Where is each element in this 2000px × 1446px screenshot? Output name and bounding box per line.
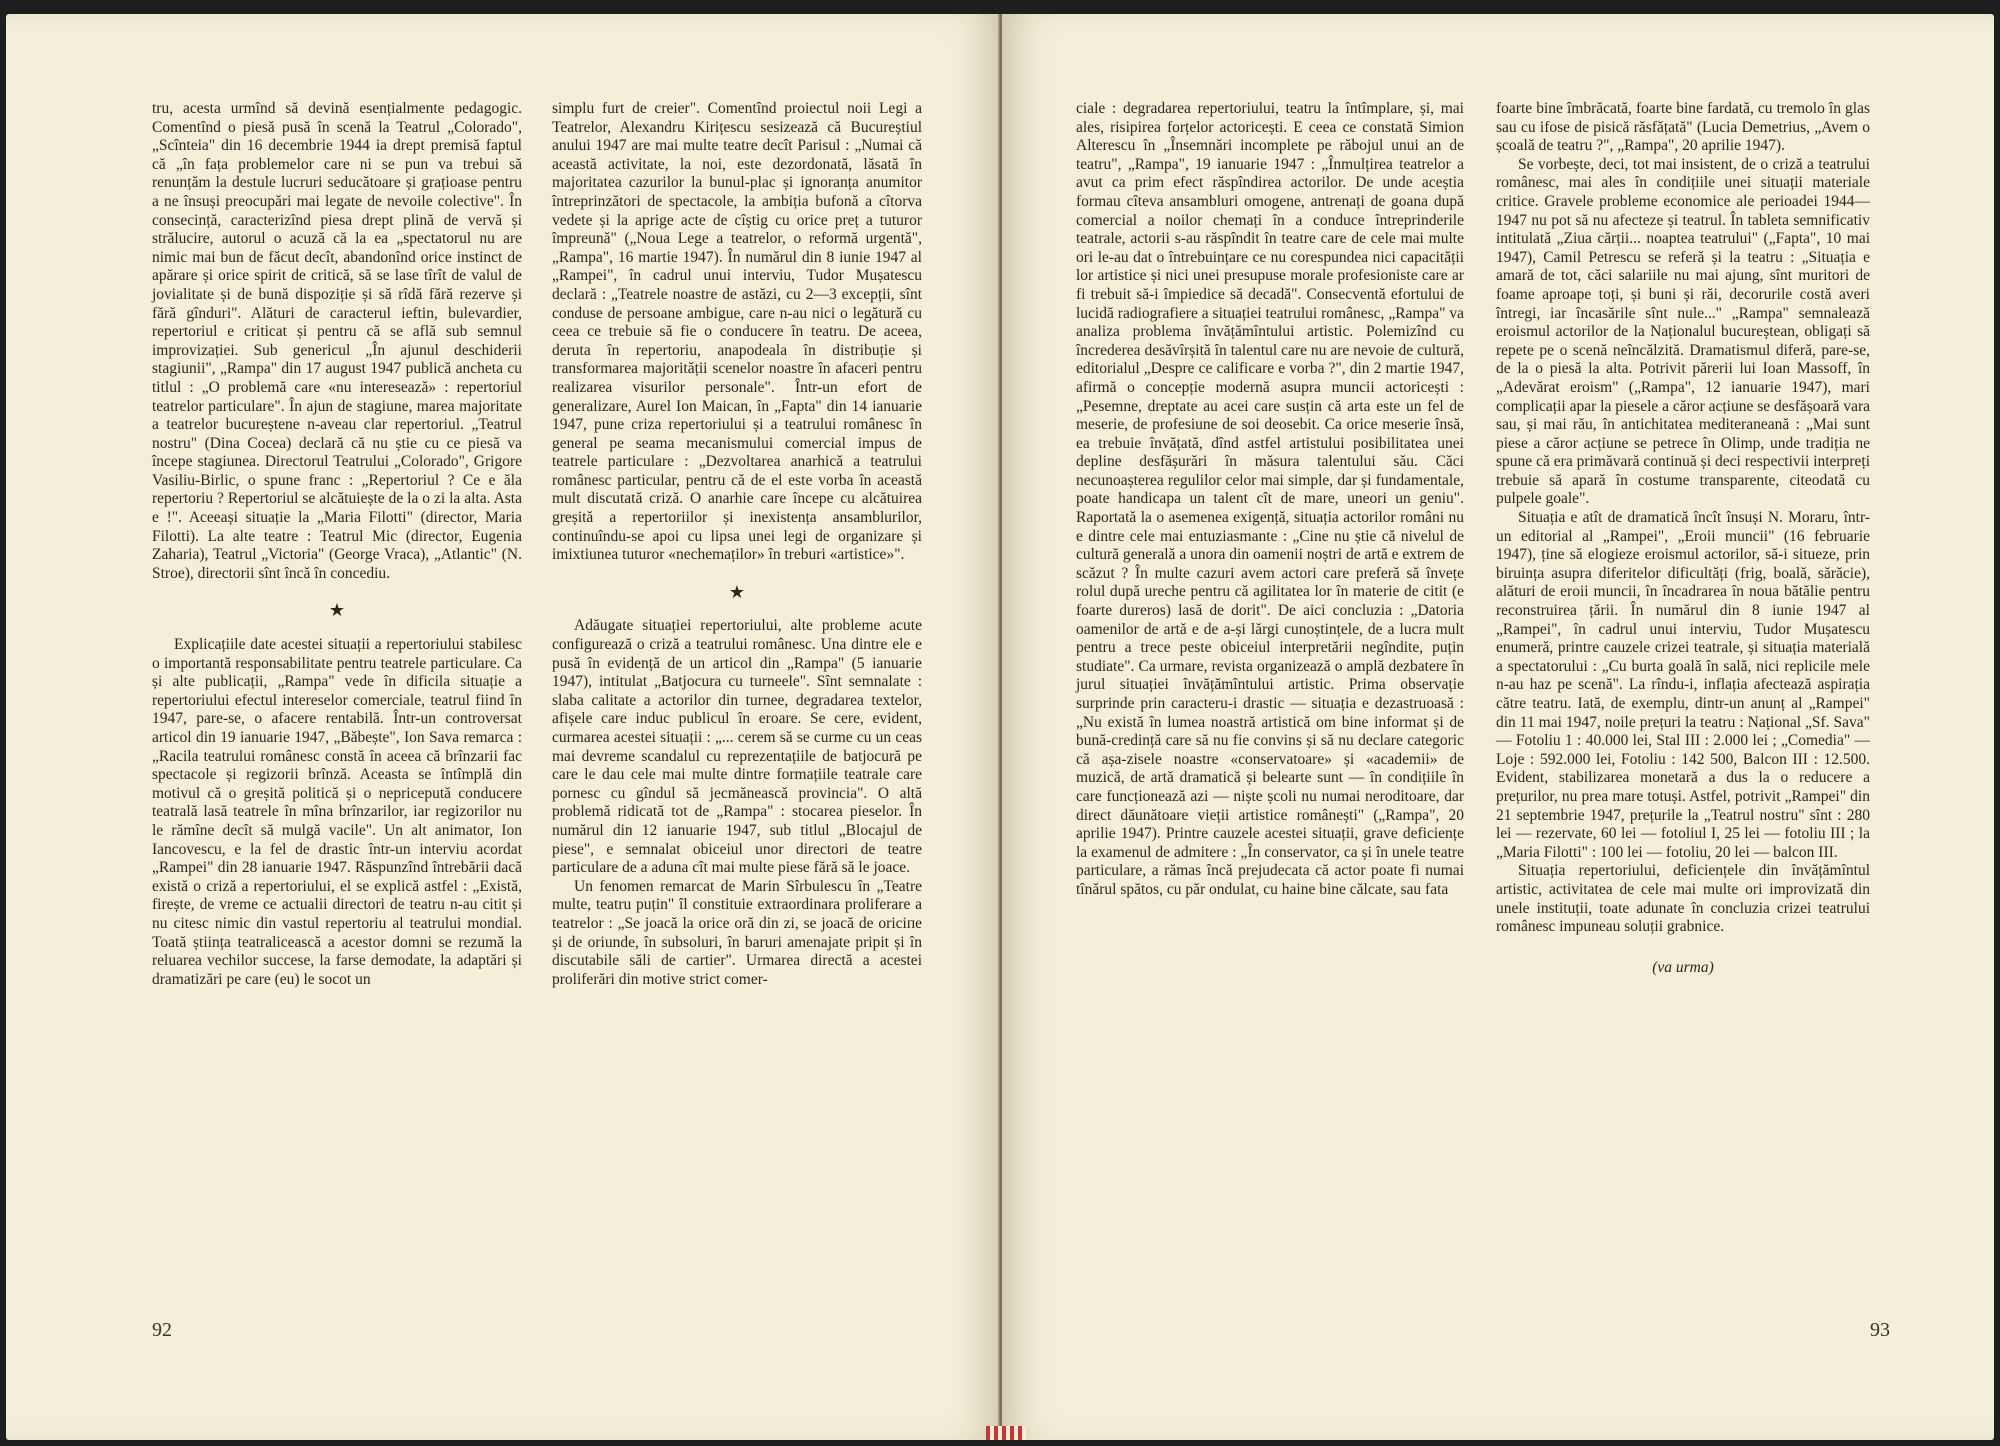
paragraph: foarte bine îmbrăcată, foarte bine fardată, cu tremolo în glas sau cu ifose de pisică răsfățată" (Lucia Demetrius, „Avem o școală de teatru ?", „Rampa", 20 aprilie 1947).: [1496, 100, 1870, 155]
paragraph: Un fenomen remarcat de Marin Sîrbulescu în „Teatre multe, teatru puțin" îl constituie extraordinara proliferare a teatrelor : „Se joacă la orice oră din zi, se joacă de oriciпе și de oriunde, în subsoluri, în baruri amenajate pripit și în discutabile săli de cartier". Urmarea directă a acestei proliferări din motive strict comer-: [552, 877, 922, 988]
paragraph: Situația e atît de dramatică încît însuși N. Moraru, într-un editorial al „Rampei", „Eroii muncii" (16 februarie 1947), ține să elogieze eroismul actorilor, să-i situeze, prin biruința asupra diferitelor dificultăți (frig, boală, sărăcie), alături de eroii muncii, în încadrarea în noua bătălie pentru reconstruirea țării. În numărul din 8 iunie 1947 al „Rampei", în cadrul unui interviu, Tudor Mușatescu enumeră, printre cauzele crizei teatrale, și situația materială a spectatorului : „Cu burta goală în sală, nici replicile mele n-au haz pe scenă". La rîndu-i, inflația afectează aspirația către teatru. Iată, de exemplu, dintr-un anunț al „Rampei" din 11 mai 1947, noile prețuri la teatru : Național „Sf. Sava" — Fotoliu 1 : 40.000 lei, Stal III : 2.000 lei ; „Comedia" — Loje : 592.000 lei, Fotoliu : 142 500, Balcon III : 12.500. Evident, stabilizarea monetară a dus la o reducere a prețurilor, nu prea mare totuși. Astfel, potrivit „Rampei" din 21 septembrie 1947, prețurile la „Teatrul nostru" sînt : 280 lei — rezervate, 60 lei — fotoliul I, 25 lei — fotoliu III ; la „Maria Filotti" : 100 lei — fotoliu, 20 lei — balcon III.: [1496, 509, 1870, 861]
binding-thread: [986, 1426, 1026, 1440]
left-page: [6, 14, 1000, 1440]
left-column-1: [152, 100, 522, 989]
paragraph: tru, acesta urmînd să devină esențialmente pedagogic. Comentînd o piesă pusă în scenă la Teatrul „Colorado", „Scînteia" din 16 decembrie 1944 ia drept premisă faptul că „în fața problemelor care ni se pun va trebui să renunțăm la destule lucruri seducătoare și grațioase pentru a ne însuși preocupări mai legate de nevoile colective". În consecință, caracterizînd piesa drept plină de vervă și strălucire, autorul o acuză că la ea „spectatorul nu are nimic mai bun de făcut decît, abandonînd orice instinct de apărare și orice spirit de critică, să se lase tîrît de valul de jovialitate și de bună dispoziție și să rîdă fără rezerve și fără gînduri". Alături de caracterul ieftin, bulevardier, repertoriul e criticat și pentru că se află sub semnul improvizației. Sub genericul „În ajunul deschiderii stagiunii", „Rampa" din 17 august 1947 publică ancheta cu titlul : „O problemă care «nu interesează» : repertoriul teatrelor particulare". În ajun de stagiune, marea majoritate a teatrelor bucureștene n-aveau clar repertoriul. „Teatrul nostru" (Dina Cocea) declară că nu știe cu ce piesă va începe stagiunea. Directorul Teatrului „Colorado", Grigore Vasiliu-Birlic, o spune franc : „Repertoriul ? Ce e ăla repertoriu ? Repertoriul se alcătuiește de la o zi la alta. Asta e !". Aceeași situație la „Maria Filotti" (director, Maria Filotti). La alte teatre : Teatrul Mic (director, Eugenia Zaharia), Teatrul „Victoria" (George Vraca), „Atlantic" (N. Stroe), directorii sînt încă în concediu.: [152, 100, 522, 582]
right-column-2: [1496, 100, 1870, 977]
to-be-continued: (va urma): [1652, 958, 1714, 976]
separator-star: ★: [328, 600, 346, 621]
paragraph: Situația repertoriului, deficiențele din învățămîntul artistic, activitatea de cele mai multe ori improvizată din unele instituții, toate adunate în concluzia crizei teatrului românesc impuneau soluții grabnice.: [1496, 862, 1870, 936]
right-page: [1002, 14, 1994, 1440]
book-spread: [6, 14, 1994, 1440]
separator-star: ★: [728, 581, 746, 602]
paragraph: Adăugate situației repertoriului, alte probleme acute configurează o criză a teatrului românesc. Una dintre ele e pusă în evidență de un articol din „Rampa" (5 ianuarie 1947), intitulat „Batjocura cu turneele". Sînt semnalate : slaba calitate a actorilor din turnee, degradarea textelor, afișele care induc publicul în eroare. Se cere, evident, curmarea acestei situații : „... cerem să se curme cu un ceas mai devreme scandalul cu reprezentațiile de batjocură pe care le dau cele mai multe dintre formațiile teatrale care pornesc cu gîndul să jecmănească provincia". O altă problemă ridicată tot de „Rampa" : stocarea pieselor. În numărul din 12 ianuarie 1947, sub titlul „Blocajul de piese", e semnalat obiceiul unor directori de teatre particulare de a aduna cît mai multe piese fără să le joace.: [552, 617, 922, 877]
paragraph: Explicațiile date acestei situații a repertoriului stabilesc o importantă responsabilitate pentru teatrele particulare. Ca și alte publicații, „Rampa" vede în dificila situație a repertoriului efectul intereselor comerciale, teatrul fiind în 1947, pare-se, o afacere rentabilă. Într-un controversat articol din 19 ianuarie 1947, „Băbeștе", Ion Sava remarca : „Racila teatrului românesc constă în aceea că brînzarii fac spectacole și regizorii brînză. Aceasta se întîmplă din motivul că o greșită politică și o nepricepută conducere teatrală lasă teatrele în mîna brînzarilor, iar regizorilor nu le rămîne decît să mulgă vacile". Un alt animator, Ion Iancovescu, e la fel de drastic într-un interviu acordat „Rampei" din 28 ianuarie 1947. Răspunzînd întrebării dacă există o criză a repertoriului, el se explică astfel : „Există, firește, de vreme ce actualii directori de teatru n-au citit și nu citesc nimic din vastul repertoriu al teatrului mondial. Toată știința teatralicească a acestor domni se rezumă la reluarea vechilor succese, la farse demodate, la adaptări și dramatizări pe care (eu) le socot un: [152, 636, 522, 988]
left-column-2: [552, 100, 922, 989]
paragraph: Se vorbește, deci, tot mai insistent, de o criză a teatrului românesc, mai ales în condițiile unei situații materiale critice. Gravele probleme economice ale perioadei 1944—1947 nu pot să nu afecteze și teatrul. În tableta semnificativ intitulată „Ziua cărții... noaptea teatrului" („Fapta", 10 mai 1947), Camil Petrescu se referă și la teatru : „Situația e amară de tot, căci salariile nu mai ajung, sînt muritori de foame aproape toți, și buni și răi, decorurile costă averi întregi, iar încasările sînt nule..." „Rampa" semnalează eroismul actorilor de la Naționalul bucureștean, obligați să repete pe o scenă neîncălzită. Dramatismul diferă, pare-se, de la o piesă la alta. Potrivit părerii lui Ioan Massoff, în „Adevărat eroism" („Rampa", 12 ianuarie 1947), mari complicații apar la piesele a căror acțiune se desfășoară vara sau, și mai rău, în antichitatea mediteraneană : „Mai sunt piese a căror acțiune se petrece în Olimp, unde tradiția ne spune că era primăvară continuă și deci respectivii interpreți trebuie să apară în costume transparente, citeodată cu pulpele goale".: [1496, 155, 1870, 508]
paragraph: ciale : degradarea repertoriului, teatru la întîmplare, și, mai ales, risipirea forțelor actoricești. E ceea ce constată Simion Alterescu în „Însemnări incomplete pe răbojul unui an de teatru", „Rampa", 19 ianuarie 1947 : „Înmulțirea teatrelor a avut ca prim efect răspîndirea actorilor. De unde aceștia formau cîteva ansambluri omogene, antrenați de goana după comercial a noilor chemați în a conduce întreprinderile teatrale, actorii s-au răspîndit în teatre care de cele mai multe ori le-au dat o întrebuințare ce nu corespundea nici capacității lor artistice și nici unei presupuse morale profesioniste care ar fi trebuit să-i împiedice să decadă". Consecventă efortului de lucidă radiografiere a situației teatrului românesc, „Rampa" va analiza problema învățămîntului artistic. Polemizînd cu încrederea desăvîrșită în talentul care nu are nevoie de cultură, editorialul „Despre ce calificare e vorba ?", din 2 martie 1947, afirmă o concepție modernă asupra muncii actoricești : „Pesemne, dreptate au acei care susțin că arta este un fel de meserie, de profesiune de soi deosebit. Ca orice meserie însă, ea trebuie învățată, dînd astfel artistului posibilitatea unei depline desfășurări în măsura talentului său. Căci necunoașterea regulilor celor mai simple, dar și fundamentale, poate handicapa un talent cît de mare, uneori un geniu". Raportată la o asemenea exigență, situația actorilor români nu e dintre cele mai entuziasmante : „Cine nu știe că nivelul de cultură generală a unora din oamenii noștri de artă e extrem de scăzut ? În multe cazuri avem actori care preferă să învețe rolul după ureche pentru că agilitatea lor în materie de citit (e foarte dureros) lasă de dorit". De aici concluzia : „Datoria oamenilor de artă e de a-și lărgi cunoștințele, de a lucra mult pentru a trece peste obiceiul interpretării negîndite, puțin studiate". Ca urmare, revista organizează o amplă dezbatere în jurul situației învățămîntului artistic. Prima observație surprinde prin caracteru-i drastic — situația e dezastruoasă : „Nu există în lumea noastră artistică om bine informat și de bună-credință care să nu fie convins și să nu declare categoric că așa-zisele noastre «conservatoare» și «academii» de muzică, de artă dramatică și belearte sunt — în condițiile în care funcționează azi — niște școli nu numai neroditoare, dar direct dăunătoare vieții artistice românești" („Rampa", 20 aprilie 1947). Printre cauzele acestei situații, grave deficiențe la examenul de admitere : „În conservator, ca și în unele teatre particulare, a rămas încă prejudecata că actor poate fi numai tînărul spătos, cu păr ondulat, cu haine bine călcate, sau fata: [1076, 100, 1464, 898]
page-number-left: 92: [152, 1319, 172, 1341]
paragraph: simplu furt de creier". Comentînd proiectul noii Legi a Teatrelor, Alexandru Kirițescu sesizează că Bucureștiul anului 1947 are mai multe teatre decît Parisul : „Numai că această activitate, la noi, este dezordonată, lăsată în majoritatea cazurilor la bunul-plac și ignoranța anumitor întreprinzători de spectacole, la ambiția bufonă a cîtorva vedete și la aprige acte de cîștig cu orice preț a tuturor împreună" („Noua Lege a teatrelor, o reformă urgentă", „Rampa", 16 martie 1947). În numărul din 8 iunie 1947 al „Rampei", în cadrul unui interviu, Tudor Mușatescu declară : „Teatrele noastre de astăzi, cu 2—3 excepții, sînt conduse de persoane ambigue, care n-au nici o legătură cu ceea ce trebuie să fie o conducere în teatru. De aceea, deruta în repertoriu, anapodeala în distribuție și transformarea majorității scenelor noastre în afaceri pentru realizarea visurilor personale". Într-un efort de generalizare, Aurel Ion Maican, în „Fapta" din 14 ianuarie 1947, pune criza repertoriului și a teatrului românesc în general pe seama mecanismului comercial impus de teatrele particulare : „Dezvoltarea anarhică a teatrului românesc particular, pentru că de el este vorba în această mult discutată criză. O anarhie care începe cu alcătuirea greșită a repertoriilor și inexistența ansamblurilor, continuîndu-se apoi cu lipsa unei legi de organizare și imixtiunea tuturor «nechemaților» în treburi «artistice»".: [552, 100, 922, 564]
right-column-1: [1076, 100, 1464, 900]
page-number-right: 93: [1870, 1319, 1890, 1341]
